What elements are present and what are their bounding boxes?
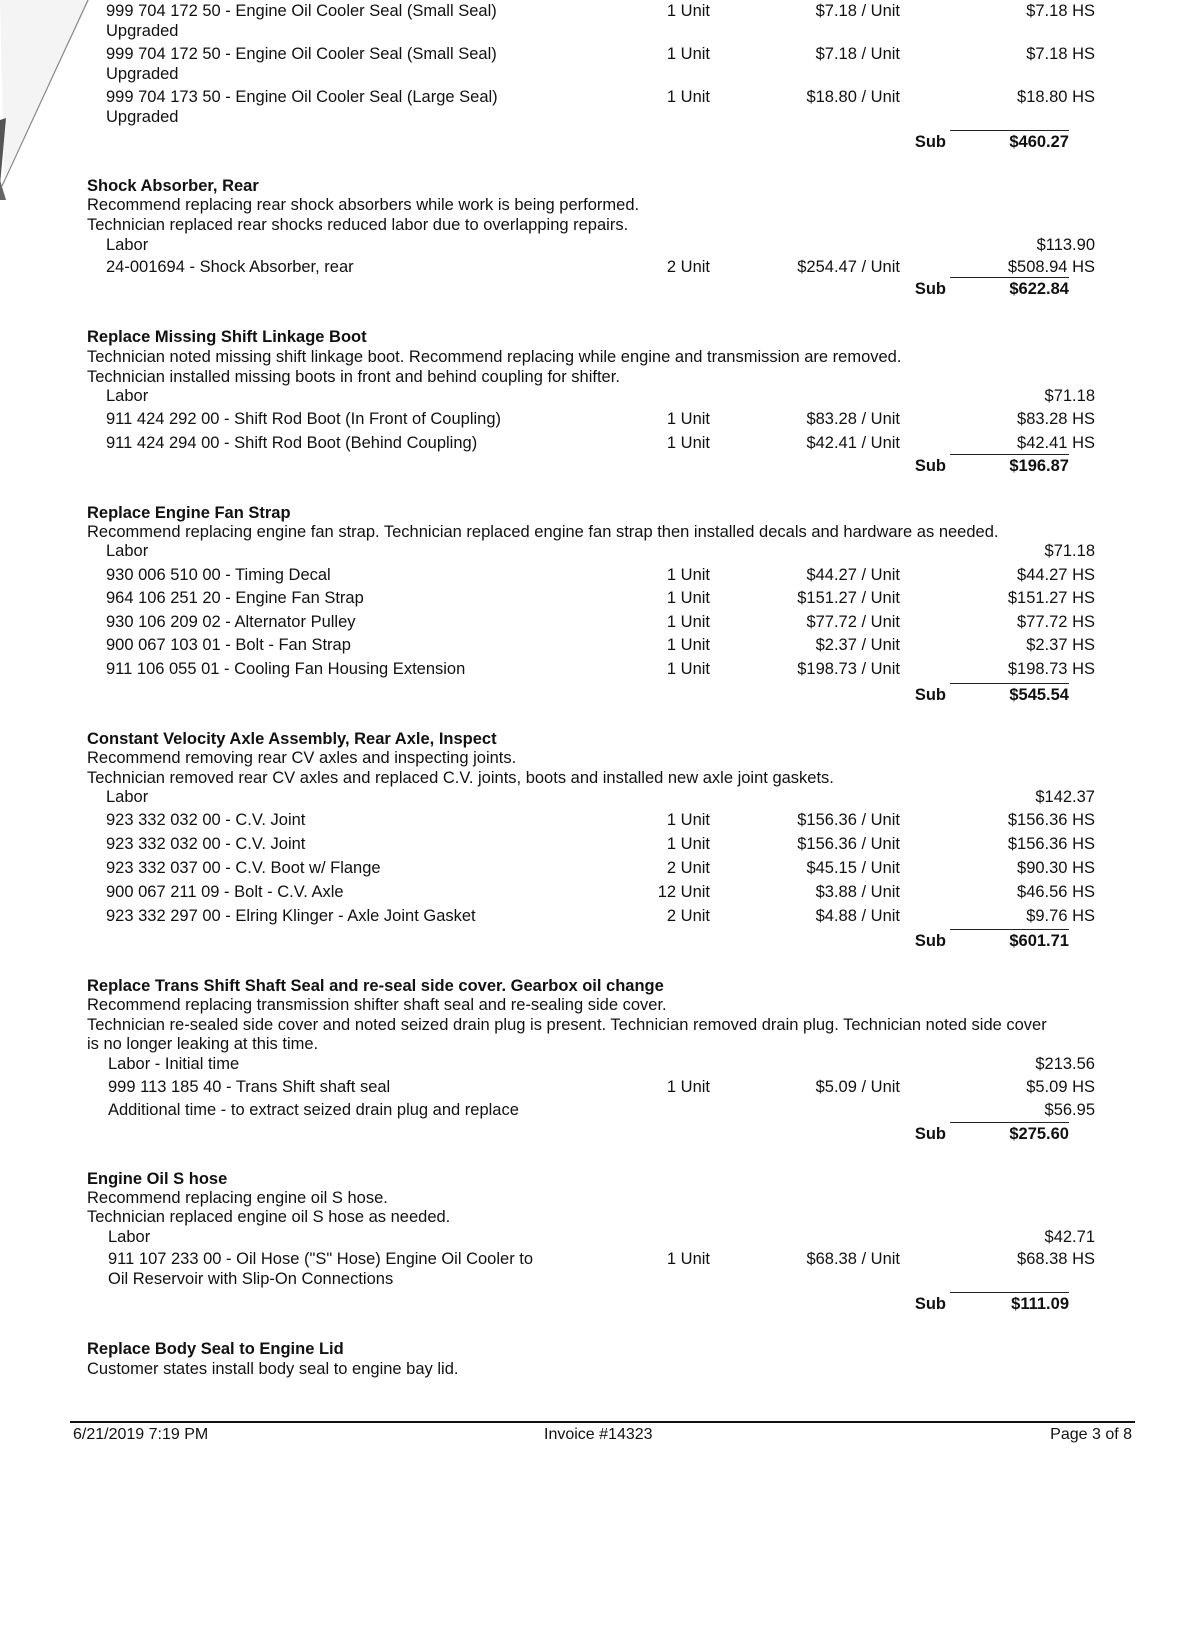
item-description: Labor bbox=[106, 387, 149, 405]
line-item-continuation bbox=[0, 20, 1200, 42]
item-rate: $5.09 / Unit bbox=[815, 1078, 900, 1096]
line-item-continuation bbox=[0, 106, 1200, 128]
footer-datetime: 6/21/2019 7:19 PM bbox=[73, 1426, 209, 1443]
item-description: 999 704 172 50 - Engine Oil Cooler Seal (Small Seal) bbox=[106, 45, 497, 63]
subtotal-row bbox=[0, 930, 1200, 952]
subtotal-amount: $622.84 bbox=[1009, 280, 1069, 298]
note-text: Technician replaced engine oil S hose as needed. bbox=[87, 1208, 451, 1226]
line-item bbox=[0, 658, 1200, 680]
section-note bbox=[0, 994, 1200, 1016]
item-amount: $68.38 HS bbox=[1017, 1250, 1095, 1268]
item-rate: $151.27 / Unit bbox=[797, 589, 900, 607]
subtotal-amount: $196.87 bbox=[1009, 457, 1069, 475]
section-note bbox=[0, 1033, 1200, 1055]
item-quantity: 1 Unit bbox=[666, 811, 710, 829]
labor-row bbox=[0, 1226, 1200, 1248]
line-item bbox=[0, 43, 1200, 65]
line-item-continuation bbox=[0, 1268, 1200, 1290]
item-amount: $7.18 HS bbox=[1026, 45, 1095, 63]
item-description: 923 332 032 00 - C.V. Joint bbox=[106, 811, 306, 829]
item-description: 911 424 294 00 - Shift Rod Boot (Behind Coupling) bbox=[106, 434, 478, 452]
item-quantity: 1 Unit bbox=[666, 410, 710, 428]
item-rate: $254.47 / Unit bbox=[797, 258, 900, 276]
item-rate: $77.72 / Unit bbox=[806, 613, 900, 631]
item-amount: $142.37 bbox=[1035, 788, 1095, 806]
line-item bbox=[0, 432, 1200, 454]
item-amount: $151.27 HS bbox=[1007, 589, 1095, 607]
section-title: Replace Missing Shift Linkage Boot bbox=[87, 328, 367, 346]
line-item bbox=[0, 1076, 1200, 1098]
section-note bbox=[0, 194, 1200, 216]
labor-row bbox=[0, 786, 1200, 808]
item-quantity: 1 Unit bbox=[666, 660, 710, 678]
item-description-line2: Oil Reservoir with Slip-On Connections bbox=[108, 1270, 394, 1288]
line-item bbox=[0, 833, 1200, 855]
labor-row bbox=[0, 385, 1200, 407]
item-description: 923 332 032 00 - C.V. Joint bbox=[106, 835, 306, 853]
item-description: Labor - Initial time bbox=[108, 1055, 240, 1073]
item-description: 999 113 185 40 - Trans Shift shaft seal bbox=[108, 1078, 391, 1096]
item-description: 999 704 173 50 - Engine Oil Cooler Seal (Large Seal) bbox=[106, 88, 498, 106]
item-amount: $156.36 HS bbox=[1007, 811, 1095, 829]
item-description: 930 106 209 02 - Alternator Pulley bbox=[106, 613, 356, 631]
item-quantity: 1 Unit bbox=[666, 613, 710, 631]
item-quantity: 1 Unit bbox=[666, 434, 710, 452]
item-rate: $3.88 / Unit bbox=[815, 883, 900, 901]
line-item bbox=[0, 0, 1200, 22]
note-text: Customer states install body seal to engine bay lid. bbox=[87, 1360, 459, 1378]
item-quantity: 1 Unit bbox=[666, 636, 710, 654]
line-item bbox=[0, 809, 1200, 831]
item-rate: $44.27 / Unit bbox=[806, 566, 900, 584]
item-amount: $18.80 HS bbox=[1017, 88, 1095, 106]
subtotal-amount: $111.09 bbox=[1011, 1295, 1069, 1313]
note-text: Recommend replacing transmission shifter shaft seal and re-sealing side cover. bbox=[87, 996, 667, 1014]
item-rate: $45.15 / Unit bbox=[806, 859, 900, 877]
subtotal-amount: $545.54 bbox=[1009, 686, 1069, 704]
item-quantity: 2 Unit bbox=[666, 859, 710, 877]
section-title: Shock Absorber, Rear bbox=[87, 177, 259, 195]
labor-row bbox=[0, 540, 1200, 562]
item-amount: $44.27 HS bbox=[1017, 566, 1095, 584]
item-amount: $2.37 HS bbox=[1026, 636, 1095, 654]
item-amount: $83.28 HS bbox=[1017, 410, 1095, 428]
section-title: Engine Oil S hose bbox=[87, 1170, 228, 1188]
footer-rule bbox=[70, 1421, 1135, 1423]
subtotal-row bbox=[0, 131, 1200, 153]
item-quantity: 1 Unit bbox=[666, 835, 710, 853]
note-text: is no longer leaking at this time. bbox=[87, 1035, 319, 1053]
page-footer bbox=[0, 1424, 1200, 1446]
line-item bbox=[0, 611, 1200, 633]
item-description: 930 006 510 00 - Timing Decal bbox=[106, 566, 331, 584]
line-item bbox=[0, 857, 1200, 879]
line-item bbox=[0, 634, 1200, 656]
item-quantity: 1 Unit bbox=[666, 2, 710, 20]
item-description: 964 106 251 20 - Engine Fan Strap bbox=[106, 589, 364, 607]
item-amount: $113.90 bbox=[1036, 236, 1095, 254]
note-text: Recommend replacing engine fan strap. Technician replaced engine fan strap then installed decals and hardware as needed. bbox=[87, 523, 999, 541]
subtotal-label: Sub bbox=[914, 457, 946, 475]
note-text: Technician noted missing shift linkage boot. Recommend replacing while engine and transmission are removed. bbox=[87, 348, 902, 366]
subtotal-row bbox=[0, 1293, 1200, 1315]
subtotal-amount: $275.60 bbox=[1009, 1125, 1069, 1143]
item-quantity: 1 Unit bbox=[666, 88, 710, 106]
item-description: Labor bbox=[106, 788, 149, 806]
item-description: 999 704 172 50 - Engine Oil Cooler Seal (Small Seal) bbox=[106, 2, 497, 20]
item-quantity: 1 Unit bbox=[666, 1078, 710, 1096]
line-item bbox=[0, 881, 1200, 903]
note-text: Technician installed missing boots in front and behind coupling for shifter. bbox=[87, 368, 620, 386]
subtotal-row bbox=[0, 684, 1200, 706]
item-rate: $18.80 / Unit bbox=[806, 88, 900, 106]
section-title: Replace Body Seal to Engine Lid bbox=[87, 1340, 344, 1358]
line-item bbox=[0, 1248, 1200, 1270]
item-amount: $198.73 HS bbox=[1007, 660, 1095, 678]
line-item bbox=[0, 587, 1200, 609]
section-note bbox=[0, 747, 1200, 769]
item-description: 911 424 292 00 - Shift Rod Boot (In Front of Coupling) bbox=[106, 410, 502, 428]
note-text: Technician re-sealed side cover and noted seized drain plug is present. Technician removed drain plug. Technician noted side cover bbox=[87, 1016, 1047, 1034]
item-quantity: 1 Unit bbox=[666, 566, 710, 584]
item-rate: $7.18 / Unit bbox=[815, 45, 900, 63]
item-rate: $2.37 / Unit bbox=[815, 636, 900, 654]
section-title: Constant Velocity Axle Assembly, Rear Axle, Inspect bbox=[87, 730, 497, 748]
item-description: 900 067 103 01 - Bolt - Fan Strap bbox=[106, 636, 351, 654]
subtotal-amount: $601.71 bbox=[1009, 932, 1069, 950]
item-rate: $156.36 / Unit bbox=[797, 835, 900, 853]
line-item bbox=[0, 564, 1200, 586]
note-text: Recommend replacing engine oil S hose. bbox=[87, 1189, 388, 1207]
item-amount: $56.95 bbox=[1044, 1101, 1095, 1119]
line-item-continuation bbox=[0, 63, 1200, 85]
item-quantity: 2 Unit bbox=[666, 258, 710, 276]
item-description: 911 106 055 01 - Cooling Fan Housing Extension bbox=[106, 660, 466, 678]
item-description-line2: Upgraded bbox=[106, 22, 179, 40]
item-amount: $71.18 bbox=[1044, 542, 1095, 560]
subtotal-amount: $460.27 bbox=[1009, 133, 1069, 151]
item-description: Additional time - to extract seized drain plug and replace bbox=[108, 1101, 519, 1119]
item-description: 24-001694 - Shock Absorber, rear bbox=[106, 258, 354, 276]
section-note bbox=[0, 1358, 1200, 1380]
note-text: Technician replaced rear shocks reduced labor due to overlapping repairs. bbox=[87, 216, 629, 234]
item-description: Labor bbox=[106, 542, 149, 560]
item-rate: $4.88 / Unit bbox=[815, 907, 900, 925]
item-amount: $90.30 HS bbox=[1017, 859, 1095, 877]
section-note bbox=[0, 1206, 1200, 1228]
item-quantity: 12 Unit bbox=[657, 883, 710, 901]
labor-row bbox=[0, 234, 1200, 256]
line-item bbox=[0, 905, 1200, 927]
section-title: Replace Engine Fan Strap bbox=[87, 504, 291, 522]
labor-row bbox=[0, 1053, 1200, 1075]
section-note bbox=[0, 214, 1200, 236]
note-text: Recommend removing rear CV axles and inspecting joints. bbox=[87, 749, 517, 767]
subtotal-label: Sub bbox=[914, 280, 946, 298]
item-description: 923 332 297 00 - Elring Klinger - Axle Joint Gasket bbox=[106, 907, 476, 925]
item-rate: $42.41 / Unit bbox=[806, 434, 900, 452]
section-note bbox=[0, 346, 1200, 368]
item-quantity: 1 Unit bbox=[666, 589, 710, 607]
section-title: Replace Trans Shift Shaft Seal and re-seal side cover. Gearbox oil change bbox=[87, 977, 664, 995]
subtotal-row bbox=[0, 1123, 1200, 1145]
item-quantity: 2 Unit bbox=[666, 907, 710, 925]
item-amount: $508.94 HS bbox=[1007, 258, 1095, 276]
item-rate: $7.18 / Unit bbox=[815, 2, 900, 20]
footer-page-number: Page 3 of 8 bbox=[1050, 1426, 1132, 1443]
line-item bbox=[0, 408, 1200, 430]
item-amount: $9.76 HS bbox=[1026, 907, 1095, 925]
subtotal-label: Sub bbox=[914, 932, 946, 950]
footer-invoice-number: Invoice #14323 bbox=[544, 1426, 653, 1443]
section-heading bbox=[0, 326, 1200, 348]
item-description-line2: Upgraded bbox=[106, 65, 179, 83]
item-description: 911 107 233 00 - Oil Hose ("S" Hose) Engine Oil Cooler to bbox=[108, 1250, 534, 1268]
line-item bbox=[0, 86, 1200, 108]
item-amount: $71.18 bbox=[1044, 387, 1095, 405]
item-rate: $156.36 / Unit bbox=[797, 811, 900, 829]
item-description: 923 332 037 00 - C.V. Boot w/ Flange bbox=[106, 859, 381, 877]
line-item bbox=[0, 256, 1200, 278]
note-text: Technician removed rear CV axles and replaced C.V. joints, boots and installed new axle joint gaskets. bbox=[87, 769, 834, 787]
item-amount: $46.56 HS bbox=[1017, 883, 1095, 901]
item-description: 900 067 211 09 - Bolt - C.V. Axle bbox=[106, 883, 344, 901]
subtotal-label: Sub bbox=[914, 1295, 946, 1313]
item-amount: $42.41 HS bbox=[1017, 434, 1095, 452]
note-text: Recommend replacing rear shock absorbers while work is being performed. bbox=[87, 196, 640, 214]
item-description: Labor bbox=[106, 236, 149, 254]
section-heading bbox=[0, 1338, 1200, 1360]
item-description-line2: Upgraded bbox=[106, 108, 179, 126]
item-amount: $77.72 HS bbox=[1017, 613, 1095, 631]
subtotal-label: Sub bbox=[914, 686, 946, 704]
subtotal-row bbox=[0, 455, 1200, 477]
item-amount: $5.09 HS bbox=[1026, 1078, 1095, 1096]
item-amount: $7.18 HS bbox=[1026, 2, 1095, 20]
item-description: Labor bbox=[108, 1228, 151, 1246]
subtotal-label: Sub bbox=[914, 133, 946, 151]
item-amount: $156.36 HS bbox=[1007, 835, 1095, 853]
subtotal-label: Sub bbox=[914, 1125, 946, 1143]
item-amount: $42.71 bbox=[1044, 1228, 1095, 1246]
item-rate: $83.28 / Unit bbox=[806, 410, 900, 428]
item-quantity: 1 Unit bbox=[666, 1250, 710, 1268]
item-rate: $198.73 / Unit bbox=[797, 660, 900, 678]
item-quantity: 1 Unit bbox=[666, 45, 710, 63]
line-item bbox=[0, 1099, 1200, 1121]
item-rate: $68.38 / Unit bbox=[806, 1250, 900, 1268]
item-amount: $213.56 bbox=[1035, 1055, 1095, 1073]
subtotal-row bbox=[0, 278, 1200, 300]
